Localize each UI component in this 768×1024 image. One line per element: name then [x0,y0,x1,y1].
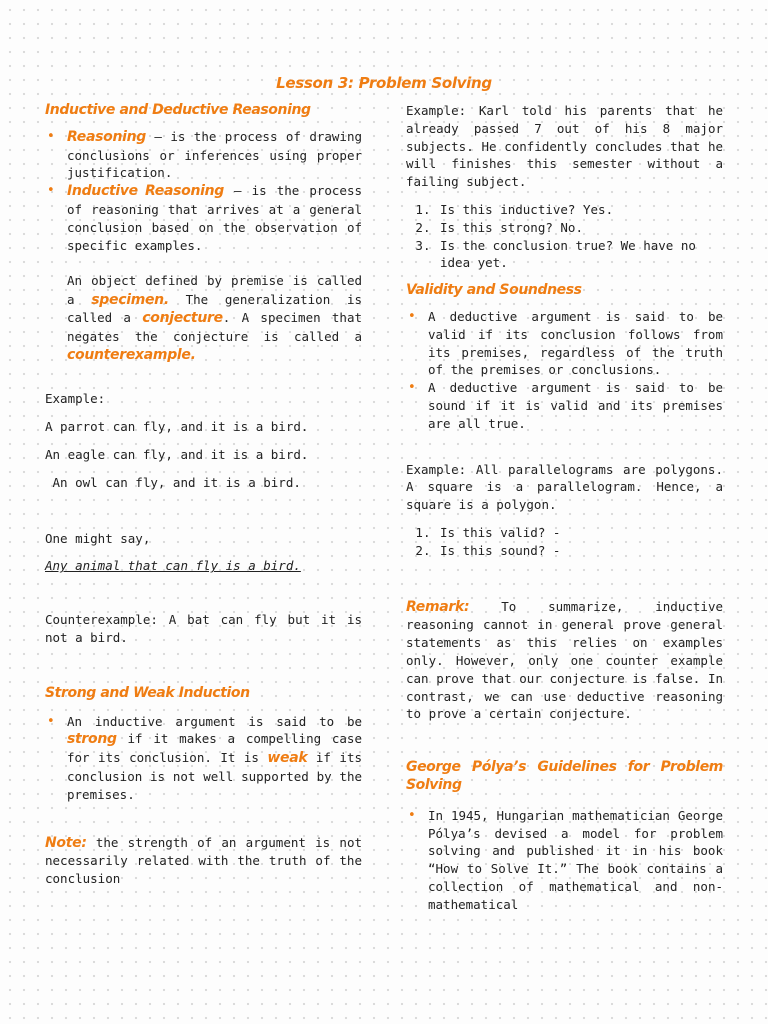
list-item: • Inductive Reasoning — is the process of reasoning that arrives at a general conclusion based on the observation of specific examples. [45,182,362,254]
list-item: • Reasoning – is the process of drawing conclusions or inferences using proper justification. [45,128,362,182]
note-paragraph: Note: the strength of an argument is not necessarily related with the truth of the conclusion [45,834,362,887]
question-list-1 [406,201,723,272]
question-list-2 [406,524,723,560]
list-item: • A deductive argument is said to be sound if it is valid and its premises are all true. [406,379,723,432]
remark-label: Remark: [406,598,470,615]
right-column [406,102,723,913]
list-item: 1. Is this inductive? Yes. [438,201,723,219]
validity-list [406,308,723,433]
heading-polya: George Pólya’s Guidelines for Problem Solving [406,759,723,793]
term-conjecture: conjecture [142,310,223,327]
generalization: Any animal that can fly is a bird. [45,558,301,574]
list-item: • A deductive argument is said to be valid if its conclusion follows from its premises, regardless of the truth of the premises or conclusions. [406,308,723,379]
specimen-paragraph: An object defined by premise is called a specimen. The generalization is called a conjecture. A specimen that negates the conjecture is called a counterexample. [67,273,363,363]
list-item: 1. Is this valid? - [438,524,723,542]
list-item: 2. Is this sound? - [438,542,723,560]
example-line: A parrot can fly, and it is a bird. [45,419,309,435]
parallelogram-example: Example: All parallelograms are polygons. A square is a parallelogram. Hence, a square is a polygon. [406,461,723,513]
term-strong: strong [67,731,117,748]
remark-paragraph: Remark: To summarize, inductive reasoning cannot in general prove general statements as this relies on examples only. However, only one counter example can prove that our conjecture is false. In contrast, we can use deductive reasoning to prove a certain conjecture. [406,598,723,722]
definition-list [45,128,362,255]
example-line: An eagle can fly, and it is a bird. [45,447,309,462]
term-inductive-reasoning: Inductive Reasoning [67,183,224,200]
heading-inductive-deductive: Inductive and Deductive Reasoning [45,102,311,118]
example-label: Example: [45,391,106,407]
heading-strong-weak: Strong and Weak Induction [45,684,250,701]
counterexample-text: Counterexample: A bat can fly but it is not a bird. [45,612,362,645]
term-weak: weak [267,750,308,767]
karl-example: Example: Karl told his parents that he already passed 7 out of his 8 major subjects. He confidently concludes that he will finishes this semester without a failing subject. [406,103,723,190]
heading-validity-soundness: Validity and Soundness [406,282,582,299]
might-say: One might say, [45,530,151,546]
strong-weak-list [45,713,362,804]
left-column [45,102,362,888]
term-reasoning: Reasoning [67,128,147,145]
note-label: Note: [45,834,87,851]
term-counterexample: counterexample. [67,347,196,363]
list-item: 2. Is this strong? No. [438,219,723,237]
list-item: • An inductive argument is said to be strong if it makes a compelling case for its conclusion. It is weak if its conclusion is not well supported by the premises. [45,713,362,804]
page-title: Lesson 3: Problem Solving [276,74,492,92]
term-specimen: specimen. [91,291,169,308]
polya-list [406,807,723,914]
list-item: 3. Is the conclusion true? We have no idea yet. [438,237,723,273]
example-line: An owl can fly, and it is a bird. [45,474,301,490]
list-item: • In 1945, Hungarian mathematician George Pólya’s devised a model for problem solving and published it in his book “How to Solve It.” The book contains a collection of mathematical and non-mathematical [406,807,723,914]
